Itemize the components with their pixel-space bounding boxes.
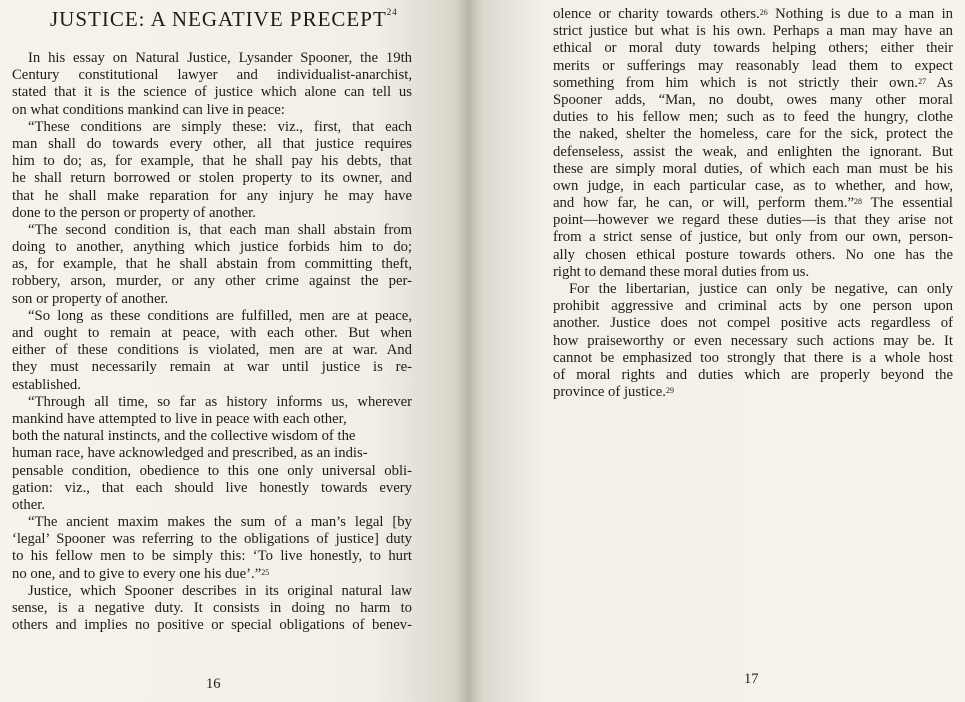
line-text: something from him which is not strictly their own. bbox=[553, 74, 919, 91]
text-line bbox=[12, 119, 412, 136]
text-line bbox=[12, 84, 412, 101]
text-line bbox=[12, 583, 412, 600]
text-line bbox=[553, 315, 953, 332]
text-line bbox=[553, 247, 953, 264]
line-text: established. bbox=[12, 376, 81, 393]
line-text: of moral rights and duties which are properly beyond the bbox=[553, 366, 953, 383]
line-text: as, for example, that he shall abstain from committing theft, bbox=[12, 256, 412, 273]
text-line bbox=[553, 58, 953, 75]
line-text: doing to another, anything which justice forbids him to do; bbox=[12, 239, 412, 256]
page-number-left: 16 bbox=[206, 676, 221, 692]
line-text: stated that it is the science of justice which alone can tell us bbox=[12, 84, 412, 101]
text-line bbox=[553, 298, 953, 315]
line-text: they must necessarily remain at war until justice is re- bbox=[12, 359, 412, 376]
line-text: others and implies no positive or special obligations of benev- bbox=[12, 617, 412, 634]
line-text: Justice, which Spooner describes in its original natural law bbox=[28, 582, 412, 599]
line-text: right to demand these moral duties from us. bbox=[553, 263, 810, 280]
line-text: pensable condition, obedience to this one only universal obli- bbox=[12, 462, 412, 479]
text-line bbox=[553, 281, 953, 298]
line-text: to his fellow men to be simply this: ‘To live honestly, to hurt bbox=[12, 548, 412, 565]
line-text: duties to his fellow men; such as to feed the hungry, clothe bbox=[553, 109, 953, 126]
text-line bbox=[12, 239, 412, 256]
line-text: prohibit aggressive and criminal acts by one person upon bbox=[553, 298, 953, 315]
text-line bbox=[12, 136, 412, 153]
left-page bbox=[0, 0, 468, 702]
line-text: Century constitutional lawyer and individualist-anarchist, bbox=[12, 67, 412, 84]
text-line bbox=[12, 548, 412, 565]
line-text: other. bbox=[12, 496, 46, 513]
line-text: he shall return borrowed or stolen property to its owner, and bbox=[12, 170, 412, 187]
text-line bbox=[12, 170, 412, 187]
text-line bbox=[553, 161, 953, 178]
line-text: ‘legal’ Spooner was referring to the obligations of justice] duty bbox=[12, 531, 412, 548]
text-line bbox=[12, 531, 412, 548]
left-page-text bbox=[12, 50, 412, 634]
text-line bbox=[12, 325, 412, 342]
text-line bbox=[12, 102, 412, 119]
text-line bbox=[553, 384, 953, 401]
text-line bbox=[12, 273, 412, 290]
footnote-marker: 26 bbox=[759, 8, 768, 17]
text-line bbox=[12, 394, 412, 411]
line-text: The essential bbox=[861, 195, 953, 212]
line-text: son or property of another. bbox=[12, 290, 169, 307]
text-line bbox=[12, 291, 412, 308]
right-page-text bbox=[553, 6, 953, 401]
text-line bbox=[12, 411, 412, 428]
line-text: that he shall make reparation for any injury he may have bbox=[12, 187, 412, 204]
line-text: “The ancient maxim makes the sum of a man’s legal [by bbox=[28, 514, 412, 531]
line-text: In his essay on Natural Justice, Lysander Spooner, the 19th bbox=[28, 50, 412, 66]
text-line bbox=[12, 153, 412, 170]
text-line bbox=[553, 6, 953, 23]
text-line bbox=[553, 212, 953, 229]
text-line bbox=[12, 222, 412, 239]
page-number-right: 17 bbox=[744, 671, 759, 687]
line-text: Nothing is due to a man in bbox=[767, 6, 953, 22]
text-line bbox=[553, 92, 953, 109]
line-text: how praiseworthy or even necessary such actions may be. It bbox=[553, 332, 953, 349]
line-text: As bbox=[926, 74, 953, 91]
text-line bbox=[12, 480, 412, 497]
line-text: man shall do towards every other, all that justice requires bbox=[12, 135, 412, 152]
line-text: own judge, in each particular case, as to whether, and how, bbox=[553, 177, 953, 194]
right-page bbox=[468, 0, 965, 702]
line-text: merits or sufferings may reasonably lead them to expect bbox=[553, 57, 953, 74]
line-text: these are simply moral duties, of which each man must be his bbox=[553, 160, 953, 177]
text-line bbox=[12, 566, 412, 583]
chapter-title: JUSTICE: A NEGATIVE PRECEPT$^{24}$ bbox=[50, 7, 398, 31]
text-line bbox=[12, 308, 412, 325]
title-footnote-marker: 24 bbox=[386, 7, 398, 17]
text-line bbox=[553, 264, 953, 281]
text-line bbox=[12, 463, 412, 480]
text-line bbox=[12, 617, 412, 634]
text-line bbox=[12, 359, 412, 376]
text-line bbox=[12, 205, 412, 222]
footnote-marker: 29 bbox=[665, 386, 674, 396]
line-text: either of these conditions is violated, men are at war. And bbox=[12, 342, 412, 359]
text-line bbox=[12, 67, 412, 84]
line-text: done to the person or property of another. bbox=[12, 204, 256, 221]
line-text: sense, is a negative duty. It consists in doing no harm to bbox=[12, 600, 412, 616]
text-line bbox=[12, 600, 412, 617]
line-text: robbery, arson, murder, or any other crime against the per- bbox=[12, 273, 412, 290]
line-text: and ought to remain at peace, with each other. But when bbox=[12, 325, 412, 341]
text-line bbox=[12, 428, 412, 445]
text-line bbox=[12, 256, 412, 273]
line-text: no one, and to give to every one his due’.” bbox=[12, 565, 262, 582]
text-line bbox=[553, 350, 953, 367]
line-text: human race, have acknowledged and prescribed, as an indis- bbox=[12, 445, 368, 462]
line-text: point—however we regard these duties—is that they arise not bbox=[553, 212, 953, 229]
line-text: For the libertarian, justice can only be negative, can only bbox=[569, 281, 953, 297]
footnote-marker: 28 bbox=[853, 197, 862, 207]
line-text: from a strict sense of justice, but only from our own, person- bbox=[553, 229, 953, 246]
footnote-marker: 25 bbox=[261, 567, 270, 577]
text-line bbox=[553, 333, 953, 350]
line-text: olence or charity towards others. bbox=[553, 6, 760, 22]
text-line bbox=[12, 188, 412, 205]
text-line bbox=[12, 514, 412, 531]
text-line bbox=[12, 445, 412, 462]
line-text: “The second condition is, that each man shall abstain from bbox=[28, 221, 412, 238]
line-text: both the natural instincts, and the collective wisdom of the bbox=[12, 428, 356, 445]
line-text: and how far, he can, or will, perform them.” bbox=[553, 195, 854, 212]
line-text: “Through all time, so far as history informs us, wherever bbox=[28, 393, 412, 410]
text-line bbox=[553, 178, 953, 195]
text-line bbox=[553, 367, 953, 384]
text-line bbox=[553, 75, 953, 92]
text-line bbox=[553, 23, 953, 40]
line-text: cannot be emphasized too strongly that there is a whole host bbox=[553, 349, 953, 366]
text-line bbox=[553, 109, 953, 126]
line-text: defenseless, assist the weak, and enlighten the ignorant. But bbox=[553, 143, 953, 160]
text-line bbox=[553, 126, 953, 143]
text-line bbox=[12, 50, 412, 67]
line-text: strict justice but what is his own. Perhaps a man may have an bbox=[553, 23, 953, 40]
line-text: Spooner adds, “Man, no doubt, owes many other moral bbox=[553, 91, 953, 108]
text-line bbox=[12, 497, 412, 514]
text-line bbox=[553, 40, 953, 57]
line-text: ally chosen ethical posture towards others. No one has the bbox=[553, 246, 953, 263]
line-text: province of justice. bbox=[553, 384, 666, 401]
line-text: ethical or moral duty towards helping others; either their bbox=[553, 40, 953, 57]
line-text: “So long as these conditions are fulfilled, men are at peace, bbox=[28, 307, 412, 324]
text-line bbox=[12, 377, 412, 394]
line-text: gation: viz., that each should live honestly towards every bbox=[12, 479, 412, 496]
line-text: the naked, shelter the homeless, care for the sick, protect the bbox=[553, 126, 953, 143]
line-text: “These conditions are simply these: viz., first, that each bbox=[28, 118, 412, 135]
text-line bbox=[553, 229, 953, 246]
line-text: on what conditions mankind can live in peace: bbox=[12, 101, 285, 118]
text-line bbox=[553, 144, 953, 161]
text-line bbox=[12, 342, 412, 359]
line-text: another. Justice does not compel positive acts regardless of bbox=[553, 315, 953, 332]
line-text: him to do; as, for example, that he shall pay his debts, that bbox=[12, 153, 412, 170]
footnote-marker: 27 bbox=[918, 76, 927, 86]
line-text: mankind have attempted to live in peace with each other, bbox=[12, 410, 347, 427]
text-line bbox=[553, 195, 953, 212]
